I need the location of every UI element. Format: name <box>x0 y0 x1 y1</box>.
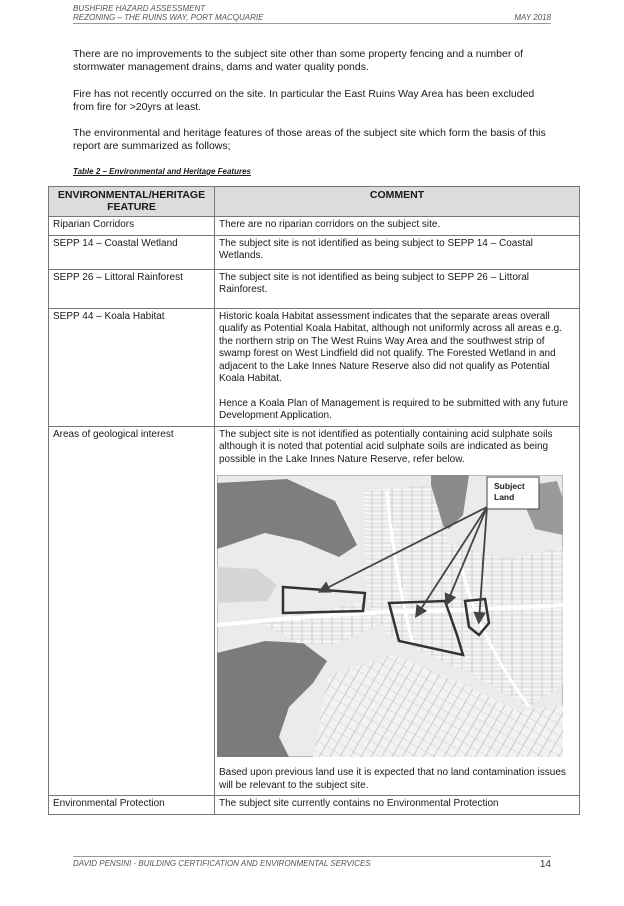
table-row <box>49 308 580 426</box>
table-row <box>49 217 580 236</box>
table-row <box>49 426 580 796</box>
header-subtitle: REZONING – THE RUINS WAY, PORT MACQUARIE <box>73 13 264 22</box>
comment-cell: The subject site currently contains no Environmental Protection <box>215 796 580 815</box>
comment-cell <box>215 426 580 796</box>
paragraph-features-intro: The environmental and heritage features of those areas of the subject site which form the basis of this report are summarized as follows; <box>73 127 546 152</box>
feature-cell: SEPP 44 – Koala Habitat <box>49 308 215 426</box>
paragraph-improvements: There are no improvements to the subject site other than some property fencing and a number of stormwater management drains, dams and water quality ponds. <box>73 48 523 73</box>
feature-cell: SEPP 14 – Coastal Wetland <box>49 235 215 269</box>
map-callout-label: Subject Land <box>494 481 525 502</box>
koala-comment: Historic koala Habitat assessment indicates that the separate areas overall qualify as Potential Koala Habitat, although not uniformly across all areas e.g. the northern strip on The West Ruins Way Area and the southwest strip of swamp forest on West Lindfield did not qualify. The Forested Wetland in and adjacent to the Lake Innes Nature Reserve also did not qualify as Potential Koala Habitat. <box>219 310 562 384</box>
geology-note: Based upon previous land use it is expected that no land contamination issues will be relevant to the subject site. <box>219 767 566 791</box>
footer-text: DAVID PENSINI - BUILDING CERTIFICATION AND ENVIRONMENTAL SERVICES <box>73 859 371 868</box>
comment-cell <box>215 308 580 426</box>
feature-cell: Riparian Corridors <box>49 217 215 236</box>
page-number: 14 <box>539 859 551 870</box>
features-table <box>48 186 580 815</box>
subject-land-map <box>217 475 563 757</box>
geology-comment: The subject site is not identified as potentially containing acid sulphate soils although it is noted that potential acid sulphate soils are indicated as being possible in the Lake Innes Nature Reserve, refer below. <box>219 428 553 465</box>
koala-note: Hence a Koala Plan of Management is required to be submitted with any future Development Application. <box>219 397 569 421</box>
table-row <box>49 235 580 269</box>
feature-cell: SEPP 26 – Littoral Rainforest <box>49 269 215 308</box>
paragraph-fire-history: Fire has not recently occurred on the site. In particular the East Ruins Way Area has been excluded from fire for >20yrs at least. <box>73 88 535 113</box>
comment-cell: There are no riparian corridors on the subject site. <box>215 217 580 236</box>
table-header-row <box>49 187 580 217</box>
feature-cell: Areas of geological interest <box>49 426 215 796</box>
page-footer <box>73 856 551 870</box>
feature-cell: Environmental Protection <box>49 796 215 815</box>
header-title: BUSHFIRE HAZARD ASSESSMENT <box>73 4 206 13</box>
table-row <box>49 796 580 815</box>
header-subtitle-row <box>73 13 551 24</box>
header-feature: ENVIRONMENTAL/HERITAGE FEATURE <box>49 187 215 217</box>
page-header <box>73 4 551 24</box>
comment-cell: The subject site is not identified as being subject to SEPP 14 – Coastal Wetlands. <box>215 235 580 269</box>
header-comment: COMMENT <box>215 187 580 217</box>
header-date: MAY 2018 <box>514 13 551 22</box>
table-caption: Table 2 – Environmental and Heritage Features <box>73 167 251 176</box>
map-callout <box>487 477 539 509</box>
comment-cell: The subject site is not identified as being subject to SEPP 26 – Littoral Rainforest. <box>215 269 580 308</box>
table-row <box>49 269 580 308</box>
